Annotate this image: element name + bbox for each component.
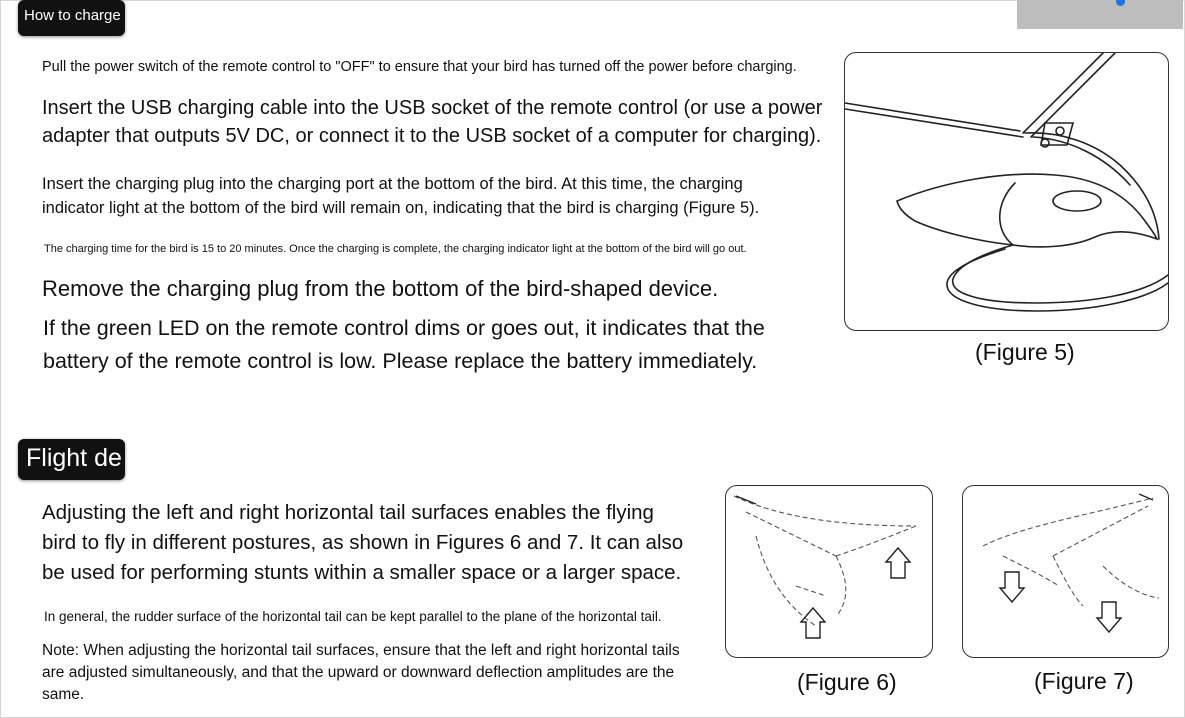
charge-step-4: The charging time for the bird is 15 to 20 minutes. Once the charging is complete, the charging indicator light at the bottom of the bird will go out. — [44, 243, 747, 255]
charge-step-3-line-1: Insert the charging plug into the charging port at the bottom of the bird. At this time, the charging — [42, 175, 743, 193]
figure-7-illustration — [962, 485, 1169, 658]
figure-7-caption: (Figure 7) — [1034, 668, 1134, 694]
charge-step-5: Remove the charging plug from the bottom of the bird-shaped device. — [42, 276, 719, 301]
flight-paragraph-1-line-1: Adjusting the left and right horizontal tail surfaces enables the flying — [42, 501, 654, 524]
charge-step-6-line-2: battery of the remote control is low. Please replace the battery immediately. — [43, 349, 758, 373]
figure-5-caption: (Figure 5) — [975, 339, 1075, 365]
flight-note-line-2: are adjusted simultaneously, and that the upward or downward deflection amplitudes are the — [42, 664, 675, 681]
charge-step-1: Pull the power switch of the remote control to "OFF" to ensure that your bird has turned off the power before charging. — [42, 59, 797, 75]
figure-6-caption: (Figure 6) — [797, 669, 897, 695]
charge-step-2-line-2: adapter that outputs 5V DC, or connect it to the USB socket of a computer for charging). — [42, 125, 822, 147]
charge-step-2 — [42, 94, 822, 150]
section-heading-charge: How to charge — [18, 0, 125, 36]
charge-step-3 — [42, 172, 759, 220]
charge-step-6 — [43, 312, 765, 378]
bird-charging-drawing — [845, 53, 1168, 330]
flight-note-line-3: same. — [42, 686, 85, 703]
figure-6-illustration — [725, 485, 933, 658]
charge-step-3-line-2: indicator light at the bottom of the bird will remain on, indicating that the bird is charging (Figure 5). — [42, 199, 760, 217]
flight-paragraph-1 — [42, 498, 683, 588]
flight-paragraph-2: In general, the rudder surface of the horizontal tail can be kept parallel to the plane of the horizontal tail. — [44, 609, 662, 624]
section-heading-flight: Flight de — [18, 439, 125, 480]
top-right-bar — [1017, 0, 1183, 29]
charge-step-6-line-1: If the green LED on the remote control dims or goes out, it indicates that the — [43, 316, 765, 340]
flight-paragraph-1-line-2: bird to fly in different postures, as shown in Figures 6 and 7. It can also — [42, 531, 684, 554]
flight-note-line-1: Note: When adjusting the horizontal tail surfaces, ensure that the left and right horizontal tails — [42, 642, 680, 659]
tail-up-drawing — [726, 486, 932, 657]
charge-step-2-line-1: Insert the USB charging cable into the USB socket of the remote control (or use a power — [42, 97, 823, 119]
flight-paragraph-1-line-3: be used for performing stunts within a smaller space or a larger space. — [42, 561, 682, 584]
flight-note — [42, 640, 680, 706]
figure-5-illustration — [844, 52, 1169, 331]
tail-down-drawing — [963, 486, 1168, 657]
